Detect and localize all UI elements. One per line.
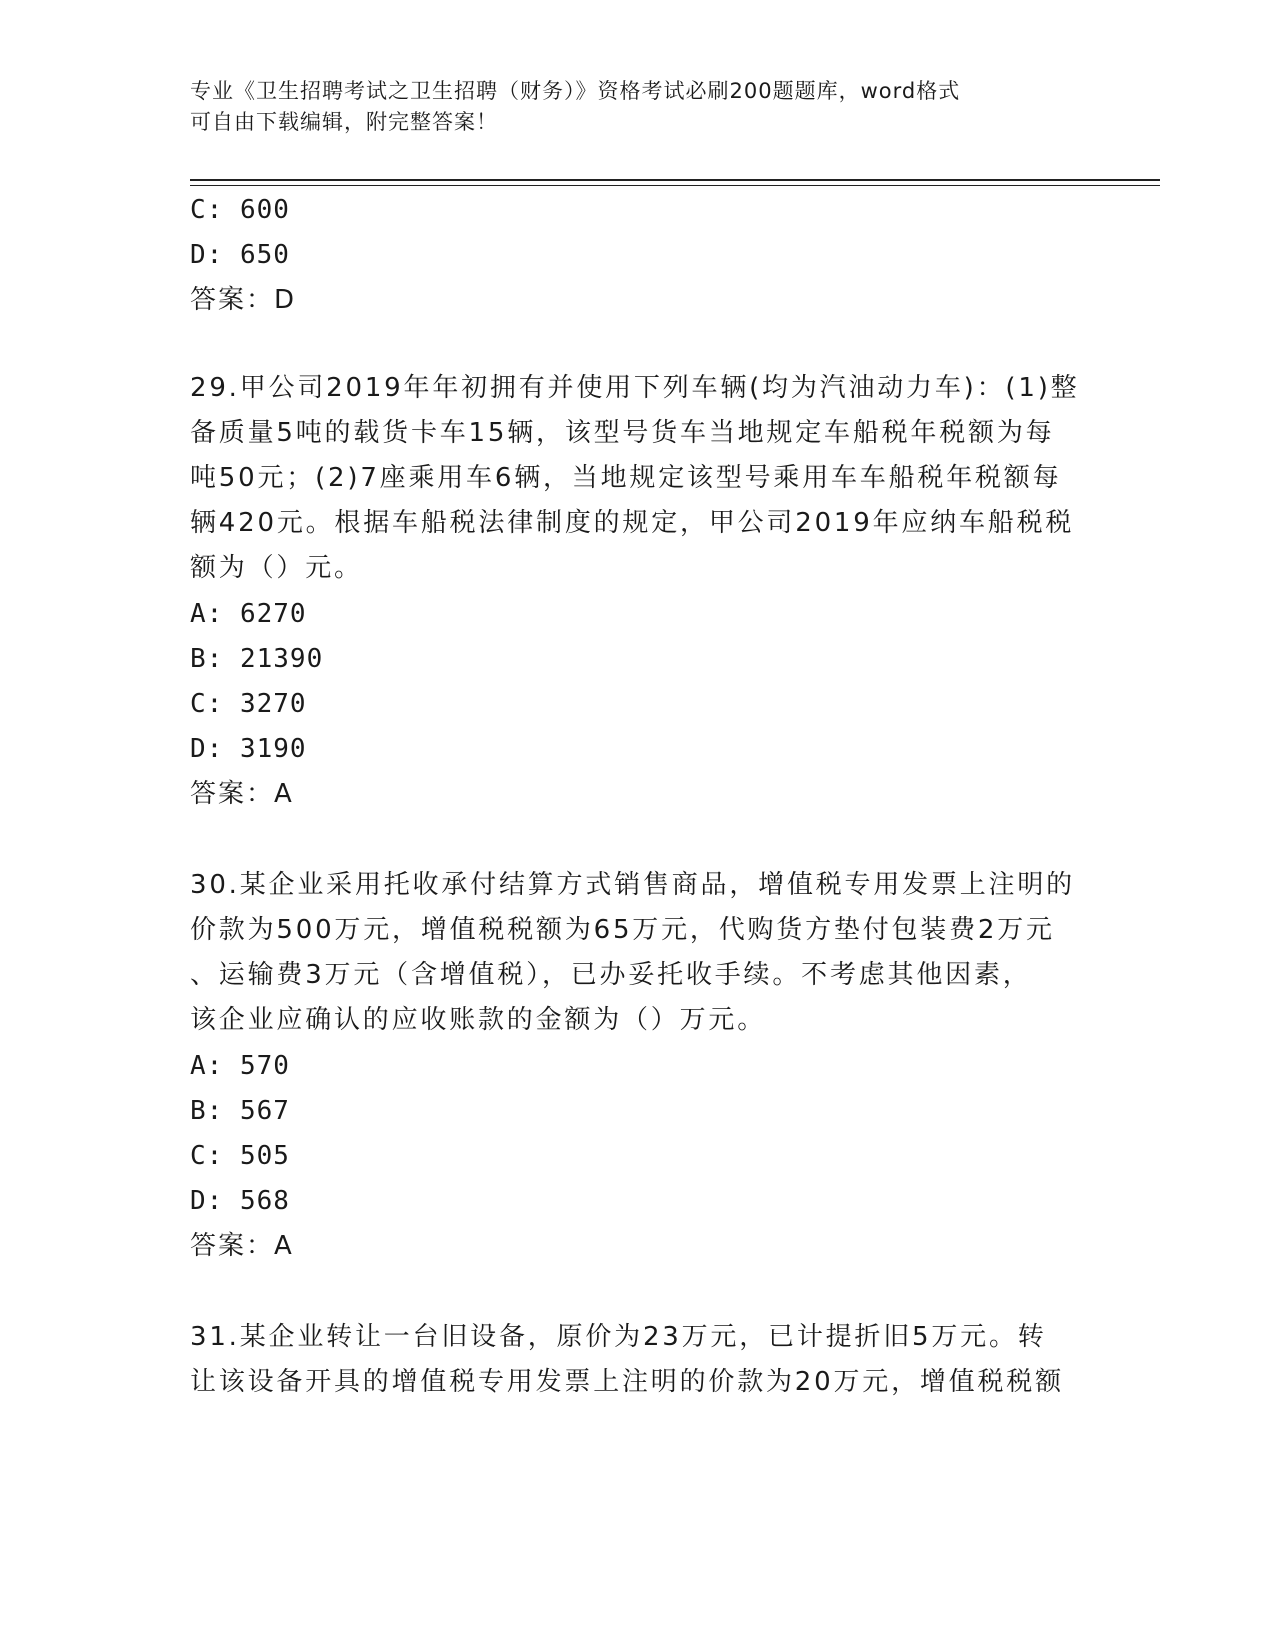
question-30-answer: 答案：A bbox=[190, 1231, 294, 1261]
question-30-line-2: 价款为500万元，增值税税额为65万元，代购货方垫付包装费2万元 bbox=[190, 915, 1055, 945]
question-29-answer: 答案：A bbox=[190, 779, 294, 809]
prev-option-d: D: 650 bbox=[190, 240, 290, 270]
question-30-line-4: 该企业应确认的应收账款的金额为（）万元。 bbox=[190, 1005, 767, 1035]
question-30-option-a: A: 570 bbox=[190, 1051, 290, 1081]
question-30-line-3: 、运输费3万元（含增值税），已办妥托收手续。不考虑其他因素， bbox=[190, 960, 1032, 990]
header-line-1: 专业《卫生招聘考试之卫生招聘（财务）》资格考试必刷200题题库，word格式 bbox=[190, 79, 961, 103]
prev-option-c: C: 600 bbox=[190, 195, 290, 225]
header-line-2: 可自由下载编辑，附完整答案！ bbox=[190, 110, 498, 134]
header-divider-thin bbox=[190, 185, 1160, 186]
question-29-line-4: 辆420元。根据车船税法律制度的规定，甲公司2019年应纳车船税税 bbox=[190, 508, 1075, 538]
question-29-line-3: 吨50元；(2)7座乘用车6辆，当地规定该型号乘用车车船税年税额每 bbox=[190, 463, 1062, 493]
question-29-line-1: 29.甲公司2019年年初拥有并使用下列车辆(均为汽油动力车)：(1)整 bbox=[190, 373, 1080, 403]
question-29-option-d: D: 3190 bbox=[190, 734, 307, 764]
question-31-line-1: 31.某企业转让一台旧设备，原价为23万元，已计提折旧5万元。转 bbox=[190, 1322, 1047, 1352]
header-divider-thick bbox=[190, 179, 1160, 181]
prev-answer: 答案：D bbox=[190, 285, 297, 315]
question-30-option-c: C: 505 bbox=[190, 1141, 290, 1171]
question-30-option-d: D: 568 bbox=[190, 1186, 290, 1216]
question-30-line-1: 30.某企业采用托收承付结算方式销售商品，增值税专用发票上注明的 bbox=[190, 870, 1075, 900]
question-29-line-2: 备质量5吨的载货卡车15辆，该型号货车当地规定车船税年税额为每 bbox=[190, 418, 1055, 448]
question-29-option-c: C: 3270 bbox=[190, 689, 307, 719]
question-29-option-b: B: 21390 bbox=[190, 644, 324, 674]
question-29-line-5: 额为（）元。 bbox=[190, 553, 363, 583]
question-29-option-a: A: 6270 bbox=[190, 599, 307, 629]
question-30-option-b: B: 567 bbox=[190, 1096, 290, 1126]
question-31-line-2: 让该设备开具的增值税专用发票上注明的价款为20万元，增值税税额 bbox=[190, 1367, 1064, 1397]
document-header bbox=[190, 76, 1090, 138]
